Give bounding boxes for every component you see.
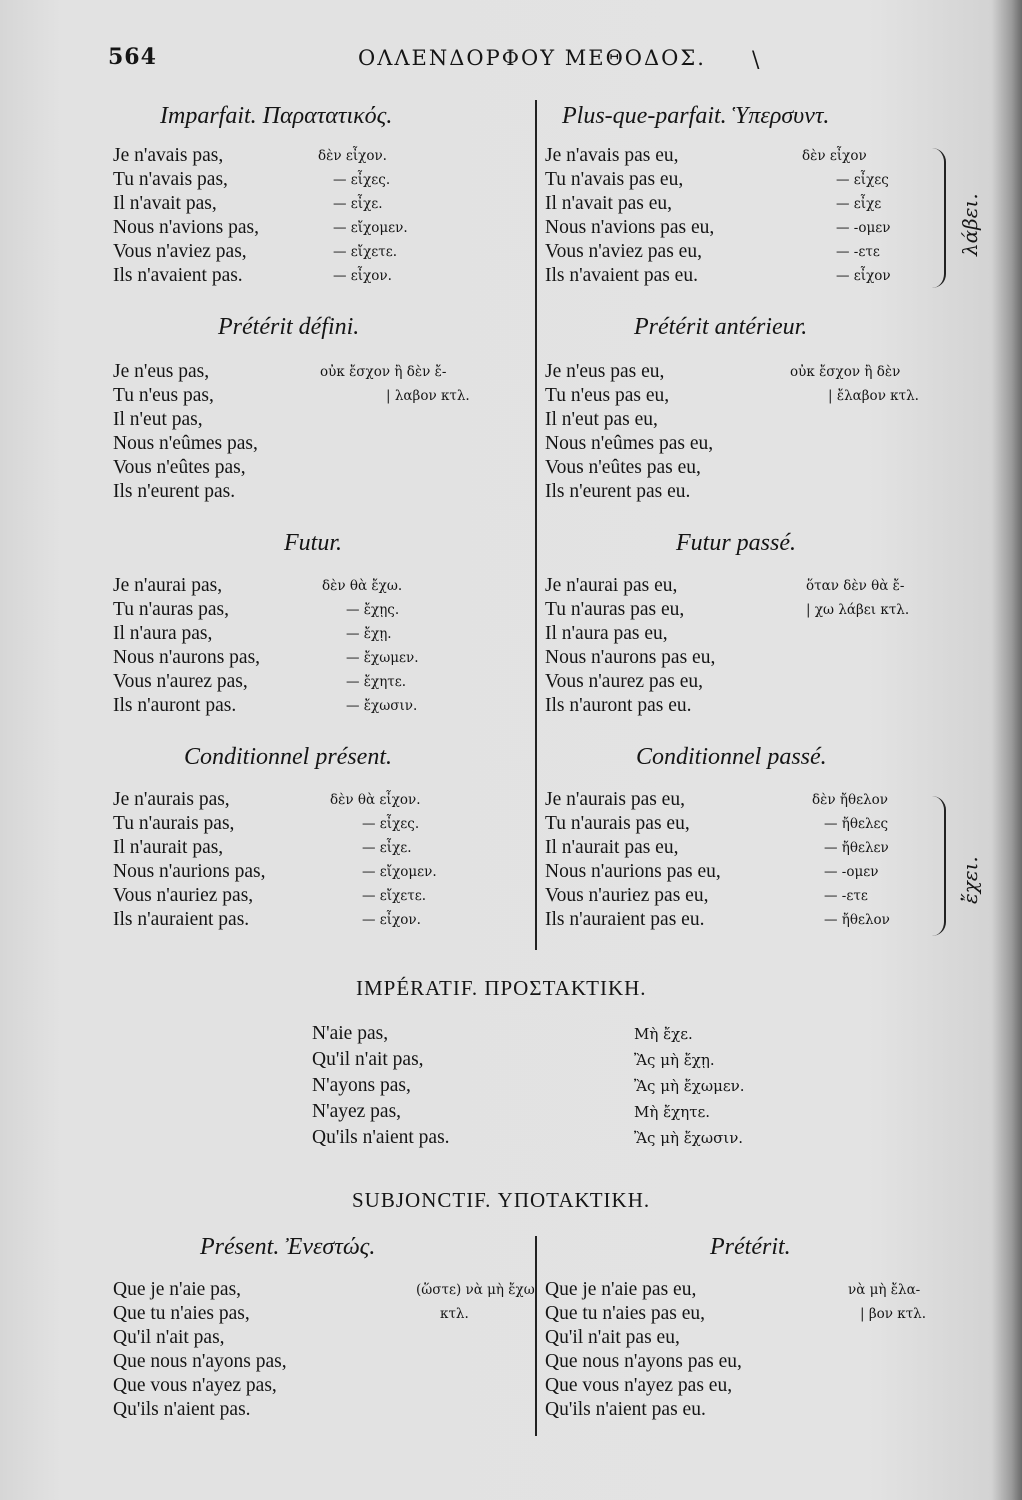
imperatif-fr-1: N'aie pas, [312, 1023, 389, 1044]
subjonctif-title: SUBJONCTIF. ΥΠΟΤΑΚΤΙΚΗ. [352, 1188, 651, 1212]
cpres-gr-5: — εἴχετε. [362, 888, 427, 904]
side-word-exei: ἔχει. [958, 856, 982, 904]
spret-gr-1: νὰ μὴ ἔλα- [848, 1282, 921, 1298]
heading-imparfait: Imparfait. Παρατατικός. [160, 103, 393, 129]
futur-fr-6: Ils n'auront pas. [113, 695, 237, 716]
cpasse-fr-1: Je n'aurais pas eu, [545, 789, 685, 810]
imparfait-fr-3: Il n'avait pas, [113, 193, 217, 214]
heading-plus-que-parfait: Plus-que-parfait. Ὑπερσυντ. [562, 103, 830, 129]
imperatif-fr-2: Qu'il n'ait pas, [312, 1049, 424, 1070]
imparfait-fr-4: Nous n'avions pas, [113, 217, 259, 238]
spret-fr-5: Que vous n'ayez pas eu, [545, 1375, 733, 1396]
pdef-fr-2: Tu n'eus pas, [113, 385, 214, 406]
cpres-gr-1: δὲν θὰ εἶχον. [330, 792, 421, 808]
imparfait-gr-2: — εἶχες. [333, 172, 391, 188]
cpres-fr-1: Je n'aurais pas, [113, 789, 230, 810]
pqp-fr-3: Il n'avait pas eu, [545, 193, 672, 214]
heading-futur-passe: Futur passé. [676, 530, 796, 556]
cpres-fr-4: Nous n'aurions pas, [113, 861, 266, 882]
fpasse-fr-1: Je n'aurai pas eu, [545, 575, 678, 596]
spres-gr-2: κτλ. [440, 1306, 469, 1322]
fpasse-gr-1: ὅταν δὲν θὰ ἔ- [806, 578, 905, 594]
futur-gr-2: — ἔχῃς. [346, 602, 400, 618]
spret-fr-4: Que nous n'ayons pas eu, [545, 1351, 742, 1372]
futur-gr-4: — ἔχωμεν. [346, 650, 419, 666]
pqp-fr-5: Vous n'aviez pas eu, [545, 241, 702, 262]
imparfait-fr-2: Tu n'avais pas, [113, 169, 228, 190]
imperatif-fr-4: N'ayez pas, [312, 1101, 402, 1122]
spres-fr-4: Que nous n'ayons pas, [113, 1351, 287, 1372]
cpres-fr-2: Tu n'aurais pas, [113, 813, 235, 834]
pant-fr-2: Tu n'eus pas eu, [545, 385, 670, 406]
futur-fr-3: Il n'aura pas, [113, 623, 213, 644]
heading-preterit-anterieur: Prétérit antérieur. [634, 314, 808, 340]
futur-gr-6: — ἔχωσιν. [346, 698, 418, 714]
column-divider-top [535, 100, 537, 950]
pqp-gr-4: — -ομεν [836, 220, 891, 236]
heading-present: Présent. Ἐνεστώς. [200, 1234, 376, 1260]
spres-gr-1: (ὥστε) νὰ μὴ ἔχω [416, 1282, 535, 1298]
pdef-fr-1: Je n'eus pas, [113, 361, 210, 382]
fpasse-fr-5: Vous n'aurez pas eu, [545, 671, 704, 692]
cpres-gr-2: — εἶχες. [362, 816, 420, 832]
imperatif-gr-4: Μὴ ἔχητε. [634, 1103, 711, 1121]
spres-fr-3: Qu'il n'ait pas, [113, 1327, 225, 1348]
pant-fr-1: Je n'eus pas eu, [545, 361, 665, 382]
pqp-gr-3: — εἶχε [836, 196, 882, 212]
heading-futur: Futur. [284, 530, 343, 556]
pqp-fr-4: Nous n'avions pas eu, [545, 217, 715, 238]
cpasse-fr-5: Vous n'auriez pas eu, [545, 885, 709, 906]
brace-pqp [930, 148, 946, 288]
futur-fr-2: Tu n'auras pas, [113, 599, 230, 620]
pdef-gr-2: | λαβον κτλ. [386, 388, 470, 404]
pant-fr-3: Il n'eut pas eu, [545, 409, 658, 430]
fpasse-fr-4: Nous n'aurons pas eu, [545, 647, 716, 668]
futur-gr-3: — ἔχῃ. [346, 626, 392, 642]
cpasse-gr-4: — -ομεν [824, 864, 879, 880]
spres-fr-6: Qu'ils n'aient pas. [113, 1399, 251, 1420]
imparfait-gr-5: — εἴχετε. [333, 244, 398, 260]
fpasse-fr-3: Il n'aura pas eu, [545, 623, 668, 644]
imparfait-fr-6: Ils n'avaient pas. [113, 265, 243, 286]
margin-mark: \ [752, 48, 760, 73]
pqp-gr-6: — εἶχον [836, 268, 891, 284]
heading-preterit: Prétérit. [710, 1234, 791, 1260]
imparfait-gr-3: — εἶχε. [333, 196, 383, 212]
futur-gr-5: — ἔχητε. [346, 674, 407, 690]
pant-gr-2: | ἔλαβον κτλ. [828, 388, 919, 404]
spret-fr-2: Que tu n'aies pas eu, [545, 1303, 706, 1324]
fpasse-gr-2: | χω λάβει κτλ. [806, 602, 910, 618]
heading-conditionnel-passe: Conditionnel passé. [636, 744, 827, 770]
futur-fr-4: Nous n'aurons pas, [113, 647, 261, 668]
cpasse-fr-6: Ils n'auraient pas eu. [545, 909, 705, 930]
pdef-fr-4: Nous n'eûmes pas, [113, 433, 258, 454]
brace-cpasse [930, 796, 946, 936]
cpres-fr-3: Il n'aurait pas, [113, 837, 224, 858]
imperatif-fr-3: N'ayons pas, [312, 1075, 411, 1096]
imparfait-gr-6: — εἶχον. [333, 268, 392, 284]
pqp-gr-5: — -ετε [836, 244, 880, 260]
cpasse-gr-5: — -ετε [824, 888, 868, 904]
spres-fr-5: Que vous n'ayez pas, [113, 1375, 277, 1396]
column-divider-bottom [535, 1236, 537, 1436]
imparfait-gr-4: — εἴχομεν. [333, 220, 408, 236]
cpasse-fr-2: Tu n'aurais pas eu, [545, 813, 690, 834]
pqp-fr-6: Ils n'avaient pas eu. [545, 265, 698, 286]
spret-gr-2: | βον κτλ. [860, 1306, 927, 1322]
pant-fr-5: Vous n'eûtes pas eu, [545, 457, 701, 478]
fpasse-fr-6: Ils n'auront pas eu. [545, 695, 692, 716]
cpasse-fr-4: Nous n'aurions pas eu, [545, 861, 721, 882]
pant-gr-1: οὐκ ἔσχον ἢ δὲν [790, 364, 901, 380]
cpasse-gr-3: — ἤθελεν [824, 840, 889, 856]
pdef-fr-6: Ils n'eurent pas. [113, 481, 236, 502]
cpasse-gr-1: δὲν ἤθελον [812, 792, 888, 808]
pqp-gr-1: δὲν εἶχον [802, 148, 867, 164]
spret-fr-1: Que je n'aie pas eu, [545, 1279, 697, 1300]
futur-fr-5: Vous n'aurez pas, [113, 671, 248, 692]
pant-fr-4: Nous n'eûmes pas eu, [545, 433, 714, 454]
imparfait-fr-5: Vous n'aviez pas, [113, 241, 247, 262]
cpasse-fr-3: Il n'aurait pas eu, [545, 837, 679, 858]
spres-fr-2: Que tu n'aies pas, [113, 1303, 250, 1324]
imperatif-gr-3: Ἂς μὴ ἔχωμεν. [634, 1077, 745, 1095]
imparfait-gr-1: δὲν εἶχον. [318, 148, 387, 164]
cpres-fr-5: Vous n'auriez pas, [113, 885, 254, 906]
futur-fr-1: Je n'aurai pas, [113, 575, 223, 596]
pqp-fr-1: Je n'avais pas eu, [545, 145, 679, 166]
spret-fr-6: Qu'ils n'aient pas eu. [545, 1399, 706, 1420]
page-number: 564 [108, 44, 157, 70]
imperatif-gr-2: Ἂς μὴ ἔχῃ. [634, 1051, 715, 1069]
imperatif-gr-1: Μὴ ἔχε. [634, 1025, 693, 1043]
side-word-labei: λάβει. [958, 193, 982, 256]
pqp-fr-2: Tu n'avais pas eu, [545, 169, 684, 190]
heading-conditionnel-present: Conditionnel présent. [184, 744, 392, 770]
heading-preterit-defini: Prétérit défini. [218, 314, 360, 340]
futur-gr-1: δὲν θὰ ἔχω. [322, 578, 403, 594]
cpasse-gr-2: — ἤθελες [824, 816, 889, 832]
spres-fr-1: Que je n'aie pas, [113, 1279, 242, 1300]
fpasse-fr-2: Tu n'auras pas eu, [545, 599, 685, 620]
pdef-fr-3: Il n'eut pas, [113, 409, 203, 430]
pdef-fr-5: Vous n'eûtes pas, [113, 457, 246, 478]
cpres-fr-6: Ils n'auraient pas. [113, 909, 250, 930]
spret-fr-3: Qu'il n'ait pas eu, [545, 1327, 680, 1348]
pant-fr-6: Ils n'eurent pas eu. [545, 481, 691, 502]
imperatif-fr-5: Qu'ils n'aient pas. [312, 1127, 450, 1148]
running-head: ΟΛΛΕΝΔΟΡΦΟΥ ΜΕΘΟΔΟΣ. [358, 46, 706, 70]
imperatif-gr-5: Ἂς μὴ ἔχωσιν. [634, 1129, 744, 1147]
pdef-gr-1: οὐκ ἔσχον ἢ δὲν ἔ- [320, 364, 447, 380]
pqp-gr-2: — εἶχες [836, 172, 889, 188]
imparfait-fr-1: Je n'avais pas, [113, 145, 224, 166]
imperatif-title: IMPÉRATIF. ΠΡΟΣΤΑΚΤΙΚΗ. [356, 976, 647, 1000]
cpres-gr-4: — εἴχομεν. [362, 864, 437, 880]
cpasse-gr-6: — ἤθελον [824, 912, 890, 928]
cpres-gr-6: — εἶχον. [362, 912, 421, 928]
cpres-gr-3: — εἶχε. [362, 840, 412, 856]
